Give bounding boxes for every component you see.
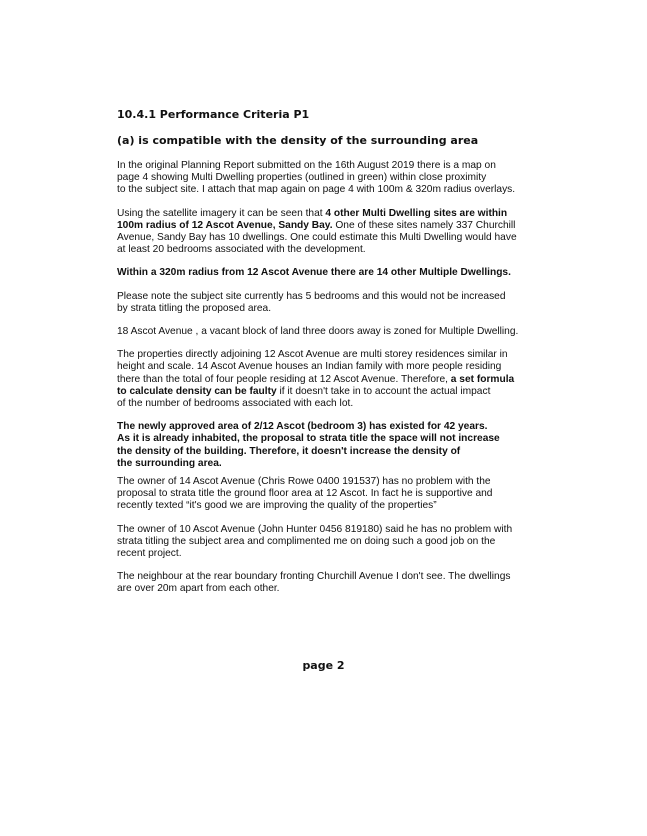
paragraph-bedrooms: Please note the subject site currently has 5 bedrooms and this would not be increased by strata titling the proposed area. <box>117 290 506 314</box>
paragraph-320m-radius: Within a 320m radius from 12 Ascot Avenue there are 14 other Multiple Dwellings. <box>117 267 511 279</box>
paragraph-owner-14-ascot: The owner of 14 Ascot Avenue (Chris Rowe 0400 191537) has no problem with the proposal to strata title the ground floor area at 12 Ascot. In fact he is supportive and recently texted “it's good we are improving the quality of the properties” <box>117 476 493 512</box>
section-heading: 10.4.1 Performance Criteria P1 <box>117 108 310 121</box>
paragraph-rear-neighbour: The neighbour at the rear boundary fronting Churchill Avenue I don't see. The dwellings are over 20m apart from each other. <box>117 571 511 595</box>
page-number: page 2 <box>302 659 345 672</box>
page-footer <box>0 656 647 674</box>
document-page <box>117 108 532 607</box>
paragraph-approved-area: The newly approved area of 2/12 Ascot (bedroom 3) has existed for 42 years. As it is already inhabited, the proposal to strata title the space will not increase the density of the building. Therefore, it doesn't increase the density of the surrounding area. <box>117 421 500 469</box>
paragraph-owner-10-ascot: The owner of 10 Ascot Avenue (John Hunter 0456 819180) said he has no problem with strata titling the subject area and complimented me on doing such a good job on the recent project. <box>117 523 513 560</box>
criteria-subheading: (a) is compatible with the density of the surrounding area <box>117 134 479 147</box>
paragraph-adjoining-properties: The properties directly adjoining 12 Ascot Avenue are multi storey residences similar in height and scale. 14 Ascot Avenue houses an Indian family with more people residing there than the total of four people residing at 12 Ascot Avenue. Therefore, a set formula to calculate density can be faulty if it doesn't take in to account the actual impact of the number of bedrooms associated with each lot. <box>117 349 515 410</box>
paragraph-planning-report: In the original Planning Report submitted on the 16th August 2019 there is a map on page 4 showing Multi Dwelling properties (outlined in green) within close proximity to the subject site. I attach that map again on page 4 with 100m & 320m radius overlays. <box>117 160 516 196</box>
paragraph-satellite-imagery: Using the satellite imagery it can be seen that 4 other Multi Dwelling sites are within 100m radius of 12 Ascot Avenue, Sandy Bay. One of these sites namely 337 Churchill Avenue, Sandy Bay has 10 dwellings. One could estimate this Multi Dwelling would have at least 20 bedrooms associated with the development. <box>117 207 517 256</box>
paragraph-vacant-block: 18 Ascot Avenue , a vacant block of land three doors away is zoned for Multiple Dwelling. <box>117 326 519 338</box>
